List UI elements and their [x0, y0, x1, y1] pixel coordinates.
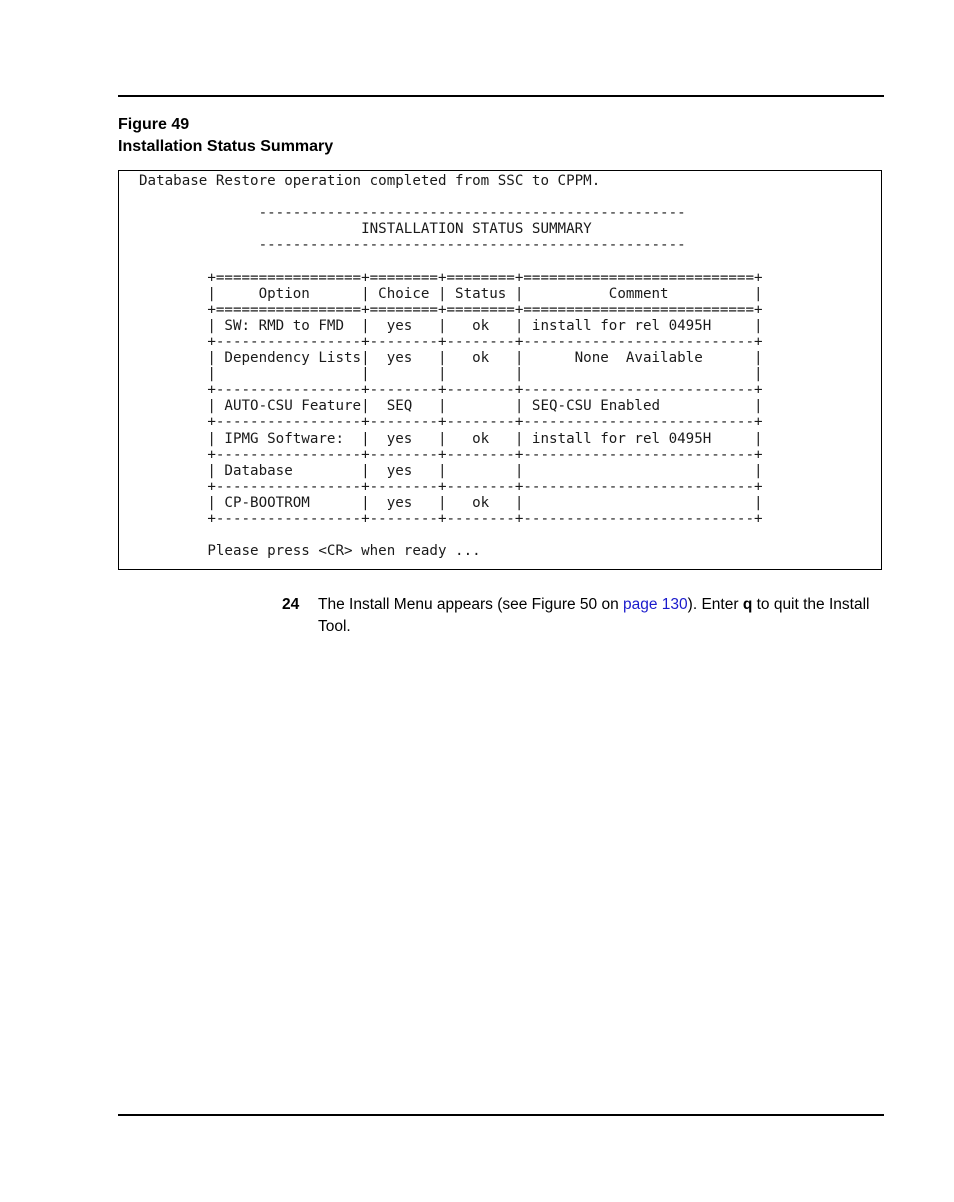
step-text-end: to quit the Install Tool. [318, 596, 870, 635]
step-text [318, 594, 884, 638]
step-text-after-link: ). Enter [687, 596, 743, 613]
console-line: | IPMG Software: | yes | ok | install for rel 0495H | [139, 430, 763, 447]
console-line: +-----------------+--------+--------+---------------------------+ [139, 478, 763, 495]
step-number: 24 [282, 596, 300, 613]
console-line: Database Restore operation completed from SSC to CPPM. [139, 173, 601, 189]
console-line: +-----------------+--------+--------+---------------------------+ [139, 414, 763, 431]
console-line: | | | | | [139, 366, 763, 383]
footer-rule [118, 1114, 884, 1116]
figure-number: Figure 49 [118, 116, 190, 133]
console-line: | Database | yes | | | [139, 462, 763, 479]
console-line: +=================+========+========+===========================+ [139, 269, 763, 286]
header-rule [118, 95, 884, 97]
console-line: -------------------------------------------------- [139, 237, 686, 254]
page-link[interactable]: page 130 [623, 596, 688, 613]
figure-caption [118, 114, 333, 158]
console-screenshot-frame [118, 170, 882, 570]
console-output [139, 173, 763, 559]
console-line: | Option | Choice | Status | Comment | [139, 285, 763, 302]
console-line: | CP-BOOTROM | yes | ok | | [139, 494, 763, 511]
quit-key: q [742, 596, 753, 613]
console-line: | Dependency Lists| yes | ok | None Available | [139, 350, 763, 367]
figure-title: Installation Status Summary [118, 138, 334, 155]
console-line: +-----------------+--------+--------+---------------------------+ [139, 446, 763, 463]
console-line: +-----------------+--------+--------+---------------------------+ [139, 510, 763, 527]
console-line: +-----------------+--------+--------+---------------------------+ [139, 333, 763, 350]
console-line: Please press <CR> when ready ... [139, 543, 481, 560]
console-line: +=================+========+========+===========================+ [139, 301, 763, 318]
console-line: | AUTO-CSU Feature| SEQ | | SEQ-CSU Enabled | [139, 398, 763, 415]
console-line: +-----------------+--------+--------+---------------------------+ [139, 382, 763, 399]
console-line: -------------------------------------------------- [139, 205, 686, 222]
console-line: | SW: RMD to FMD | yes | ok | install for rel 0495H | [139, 317, 763, 334]
step-text-before: The Install Menu appears (see Figure 50 on [318, 596, 624, 613]
console-line: INSTALLATION STATUS SUMMARY [139, 221, 592, 238]
